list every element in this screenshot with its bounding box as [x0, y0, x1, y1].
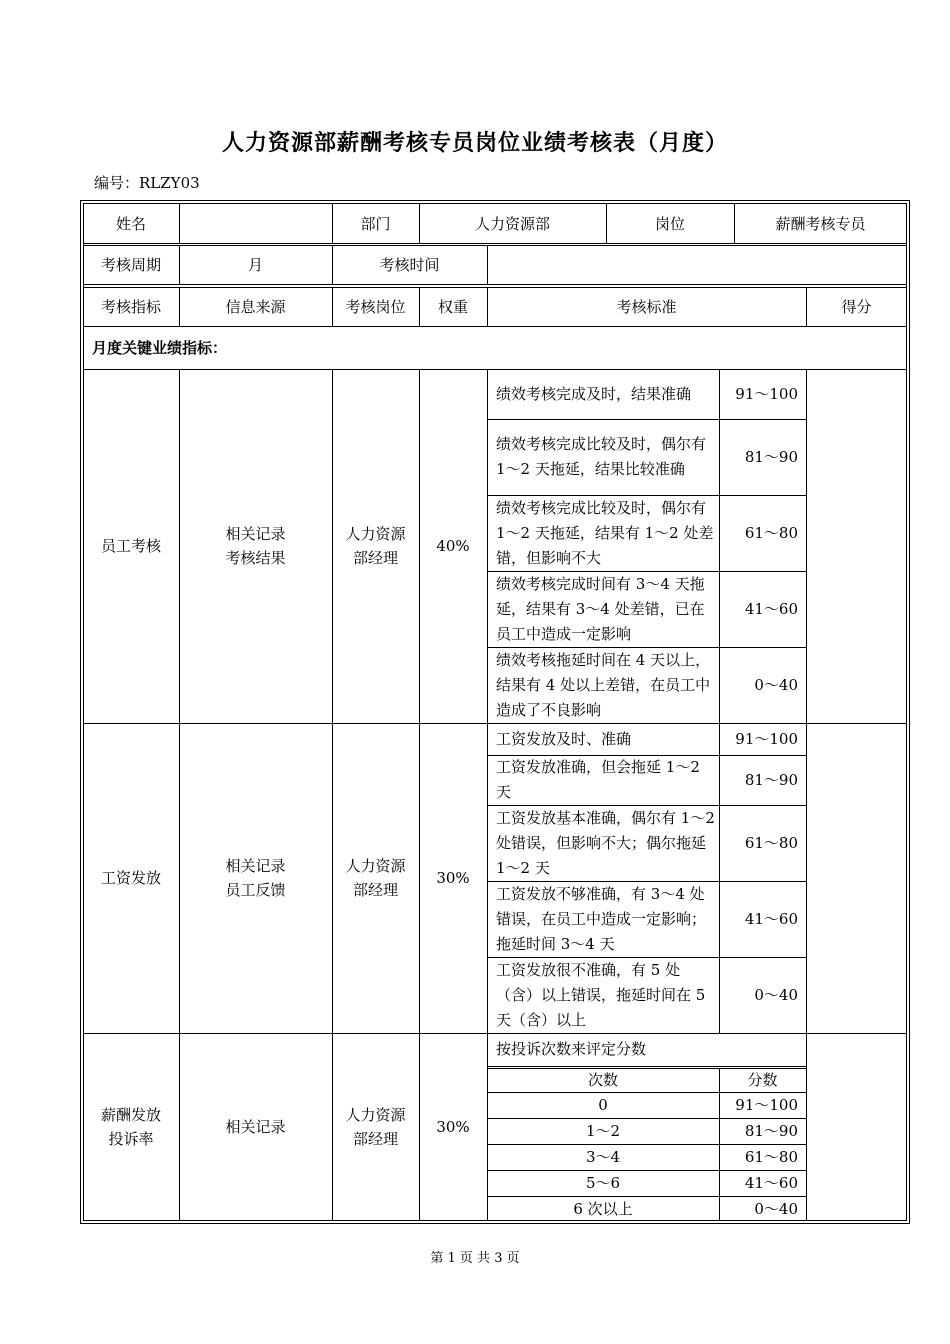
document-number: 编号：RLZY03: [94, 174, 200, 192]
complaint-count: 0: [598, 1096, 608, 1114]
standard-score-range: 91～100: [735, 385, 798, 403]
complaint-score-range: 91～100: [735, 1096, 798, 1114]
complaint-score-range: 41～60: [744, 1174, 798, 1192]
standard-description: 工资发放准确，但会拖延 1～2 天: [496, 758, 700, 801]
column-indicator-header: 考核指标: [100, 297, 161, 316]
standard-description: 工资发放很不准确，有 5 处（含）以上错误，拖延时间在 5 天（含）以上: [496, 960, 706, 1029]
indicator-score-cell: [806, 369, 907, 723]
period-label: 考核周期: [100, 255, 161, 274]
complaint-score-range: 0～40: [754, 1199, 798, 1218]
assess-time-value: [487, 245, 907, 284]
standard-description: 绩效考核完成比较及时，偶尔有 1～2 天拖延，结果比较准确: [496, 435, 707, 478]
standard-score-range: 81～90: [744, 448, 798, 466]
standard-row-border: [487, 881, 806, 882]
indicator-name: 工资发放: [100, 869, 161, 887]
indicator-weight: 40%: [436, 537, 470, 555]
complaint-score-header: 分数: [747, 1071, 778, 1089]
standard-score-range: 61～80: [744, 834, 798, 852]
complaint-intro-border: [487, 1066, 806, 1067]
standard-description: 工资发放不够准确，有 3～4 处错误，在员工中造成一定影响；拖延时间 3～4 天: [496, 884, 707, 953]
post-value: 薪酬考核专员: [775, 214, 866, 233]
column-source-header: 信息来源: [225, 297, 286, 316]
column-score-header: 得分: [841, 297, 872, 316]
page-title: 人力资源部薪酬考核专员岗位业绩考核表（月度）: [221, 130, 728, 156]
complaint-count-header: 次数: [587, 1071, 618, 1089]
dept-value: 人力资源部: [474, 214, 550, 233]
standard-score-range: 0～40: [754, 986, 798, 1004]
dept-label: 部门: [360, 214, 391, 233]
standard-row-border: [487, 647, 806, 648]
row1-bottom-border: [83, 243, 907, 244]
indicator-source: 相关记录 考核结果: [225, 525, 286, 567]
complaint-count: 6 次以上: [573, 1199, 633, 1218]
indicator-post: 人力资源 部经理: [345, 857, 406, 899]
indicator-score-cell: [806, 1033, 907, 1221]
name-value: [179, 203, 332, 244]
complaint-count: 5～6: [585, 1174, 621, 1192]
complaint-count: 1～2: [585, 1122, 621, 1140]
standard-description: 工资发放及时、准确: [496, 729, 632, 748]
complaint-score-range: 81～90: [744, 1122, 798, 1140]
standard-description: 工资发放基本准确，偶尔有 1～2 处错误，但影响不大；偶尔拖延 1～2 天: [496, 808, 715, 877]
name-label: 姓名: [115, 214, 146, 233]
row2-bottom-border: [83, 284, 907, 285]
indicator-weight: 30%: [436, 869, 470, 887]
column-weight-header: 权重: [437, 297, 468, 316]
standard-description: 绩效考核拖延时间在 4 天以上，结果有 4 处以上差错，在员工中造成了不良影响: [496, 650, 711, 719]
assess-time-label: 考核时间: [379, 255, 440, 274]
standard-score-range: 0～40: [754, 676, 798, 694]
section-title: 月度关键业绩指标：: [92, 339, 228, 357]
standard-row-border: [487, 755, 806, 756]
standard-description: 绩效考核完成比较及时，偶尔有 1～2 天拖延，结果有 1～2 处差错，但影响不大: [496, 498, 714, 567]
standard-description: 绩效考核完成时间有 3～4 天拖延，结果有 3～4 处差错，已在员工中造成一定影响: [496, 574, 705, 643]
column-post-header: 考核岗位: [345, 297, 406, 316]
standard-row-border: [487, 419, 806, 420]
standard-score-range: 61～80: [744, 524, 798, 542]
indicator-name: 薪酬发放 投诉率: [100, 1106, 161, 1148]
standard-score-range: 81～90: [744, 771, 798, 789]
standard-row-border: [487, 495, 806, 496]
standard-score-range: 91～100: [735, 730, 798, 748]
period-value: 月: [247, 255, 263, 274]
standard-row-border: [487, 571, 806, 572]
standard-score-range: 41～60: [744, 910, 798, 928]
standard-score-range: 41～60: [744, 600, 798, 618]
complaint-count: 3～4: [585, 1148, 621, 1166]
post-label: 岗位: [654, 214, 685, 233]
indicator-post: 人力资源 部经理: [345, 1106, 406, 1148]
indicator-source: 相关记录 员工反馈: [225, 857, 286, 899]
complaint-intro: 按投诉次数来评定分数: [496, 1040, 647, 1058]
indicator-weight: 30%: [436, 1118, 470, 1136]
standard-row-border: [487, 957, 806, 958]
indicator-name: 员工考核: [100, 537, 161, 555]
standard-description: 绩效考核完成及时，结果准确: [496, 384, 692, 403]
indicator-post: 人力资源 部经理: [345, 525, 406, 567]
standard-row-border: [487, 805, 806, 806]
indicator-score-cell: [806, 723, 907, 1033]
complaint-score-range: 61～80: [744, 1148, 798, 1166]
indicator-source: 相关记录: [225, 1118, 286, 1136]
page-footer: 第 1 页 共 3 页: [430, 1251, 520, 1266]
column-standard-header: 考核标准: [616, 297, 677, 316]
